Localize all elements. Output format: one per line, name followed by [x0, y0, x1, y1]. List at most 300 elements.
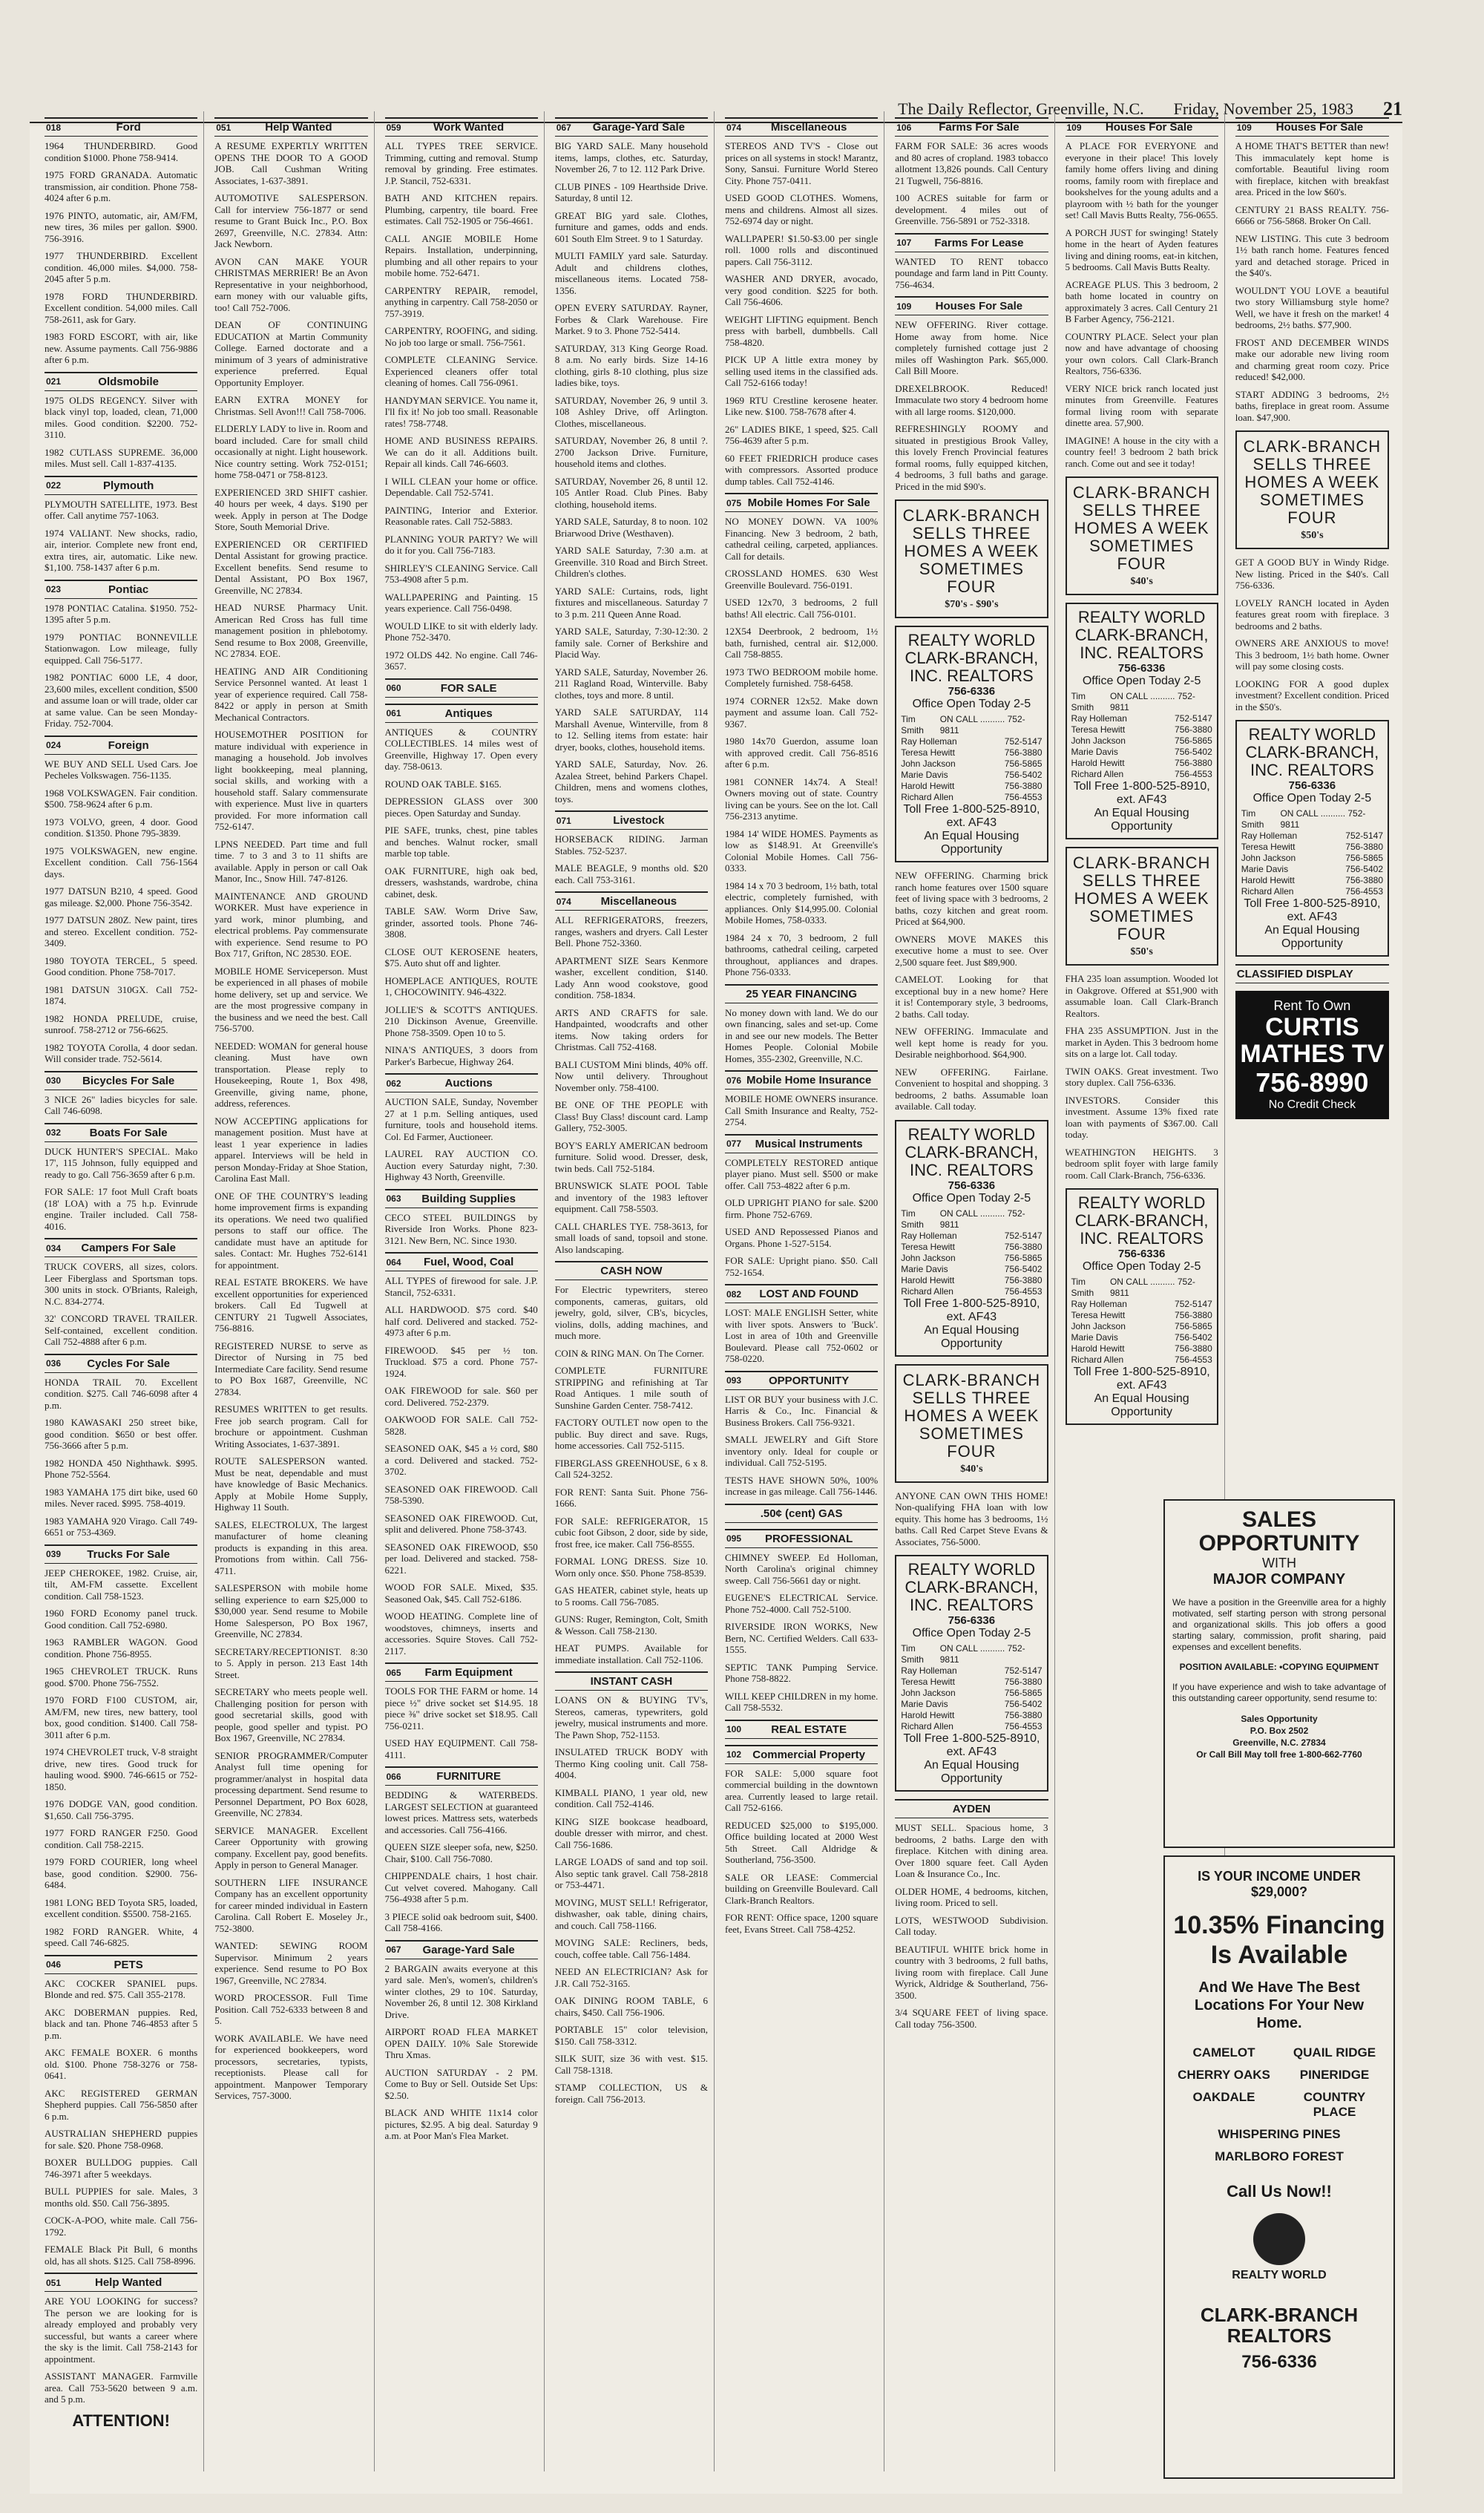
classified-ad: 60 FEET FRIEDRICH produce cases with compressors. Assorted produce dump tables. Call 752-4146. — [725, 452, 879, 487]
agent-name: Teresa Hewitt — [901, 1241, 955, 1252]
agent-name: Harold Hewitt — [1071, 1343, 1125, 1354]
classified-ad: COCK-A-POO, white male. Call 756-1792. — [45, 2215, 198, 2238]
sells-price: $50's — [1301, 530, 1324, 541]
classified-ad: OLD UPRIGHT PIANO for sale. $200 firm. Phone 752-6769. — [725, 1197, 879, 1220]
classified-ad: 1980 TOYOTA TERCEL, 5 speed. Good condition. Phone 758-7017. — [45, 954, 198, 977]
section-heading — [725, 1720, 878, 1739]
agent-phone: 752-5147 — [1345, 830, 1383, 841]
classified-ad: PLYMOUTH SATELLITE, 1973. Best offer. Call anytime 757-1063. — [45, 498, 198, 521]
agent-row — [1241, 808, 1383, 830]
classified-ad: ARTS AND CRAFTS for sale. Handpainted, woodcrafts and other items. Now taking orders for Christmas. Call 752-4168. — [554, 1006, 708, 1052]
classified-ad: 26" LADIES BIKE, 1 speed, $25. Call 756-4639 after 5 p.m. — [725, 423, 879, 446]
classified-ad: BALI CUSTOM Mini blinds, 40% off. Now until delivery. Throughout November only. 758-4100. — [554, 1058, 708, 1093]
sales-address-2: P.O. Box 2502 — [1250, 1726, 1309, 1736]
agent-name: John Jackson — [901, 1252, 956, 1263]
section-number: 030 — [46, 1075, 62, 1086]
agent-row — [1071, 735, 1212, 747]
classified-ad: 1982 TOYOTA Corolla, 4 door sedan. Will consider trade. 752-5614. — [45, 1041, 198, 1064]
sales-address-4: Or Call Bill May toll free 1-800-662-7760 — [1196, 1749, 1362, 1760]
section-title: Musical Instruments — [755, 1137, 863, 1150]
realty-world-box — [1066, 1188, 1218, 1425]
section-heading — [895, 117, 1048, 137]
section-title: Farm Equipment — [424, 1666, 513, 1679]
sales-position: POSITION AVAILABLE: •COPYING EQUIPMENT — [1179, 1662, 1379, 1672]
classified-ad: HOUSEMOTHER POSITION for mature individual with experience in managing a household. Job involves light bookkeeping, meal planning, social skills, and working with a household staff. Salary commensurate with experience. Must live in quarters provided. For more information call 752-6147. — [214, 729, 368, 832]
classified-ad: GREAT BIG yard sale. Clothes, furniture and games, odds and ends. 601 South Elm Street. 9 to 1 Saturday. — [554, 209, 708, 244]
classified-ad: TWIN OAKS. Great investment. Two story duplex. Call 756-6336. — [1065, 1065, 1218, 1088]
section-title: Help Wanted — [265, 121, 332, 134]
section-title: Bicycles For Sale — [82, 1074, 175, 1087]
agent-phone: ON CALL .......... 752-9811 — [1109, 691, 1195, 712]
agent-phone: 756-4553 — [1345, 886, 1383, 897]
classified-ad: NOW ACCEPTING applications for management position. Must have at least 1 year experience in ladies apparel. Interviews will be held in person Monday-Friday at Shoe Station, Carolina East Mall. — [214, 1115, 368, 1184]
classified-ad: REDUCED $25,000 to $195,000. Office building located at 2000 West 5th Street. Call Aldridge & Southerland, 756-3500. — [725, 1819, 879, 1865]
classified-ad: SENIOR PROGRAMMER/Computer Analyst full time opening for programmer/analyst in hospital data processing department. Send resume to Personnel Department, PO Box 6028, Greenville, NC 27834. — [214, 1749, 368, 1818]
classified-ad: SATURDAY, November 26, 8 until ?. 2700 Jackson Drive. Furniture, household items and clothes. — [554, 435, 708, 469]
agent-name: Harold Hewitt — [901, 781, 955, 791]
agent-name: Richard Allen — [901, 1285, 953, 1297]
agent-row — [1241, 875, 1383, 886]
section-heading — [214, 117, 367, 137]
classified-ad: INVESTORS. Consider this investment. Assume 13% fixed rate loan with payments of $367.00. Call today. — [1065, 1094, 1218, 1140]
classified-ad: FORMAL LONG DRESS. Size 10. Worn only once. $50. Phone 758-8539. — [554, 1556, 708, 1579]
classified-ad: 1963 RAMBLER WAGON. Good condition. Phone 756-8955. — [45, 1636, 198, 1660]
classified-ad: COMPLETELY RESTORED antique player piano. Must sell. $500 or make offer. Call 753-4822 after 6 p.m. — [725, 1156, 879, 1191]
classified-ad: WORD PROCESSOR. Full Time Position. Call 752-6333 between 8 and 5. — [214, 1992, 368, 2026]
classified-ad: WE BUY AND SELL Used Cars. Joe Pecheles Volkswagen. 756-1135. — [45, 758, 198, 781]
classified-ad: A HOME THAT'S BETTER than new! This immaculately kept home is comfortable. Beautiful living room with fireplace, kitchen with breakfast area. Priced in the low $60's. — [1235, 140, 1389, 197]
realty-world-hours: Office Open Today 2-5 — [1082, 1260, 1201, 1273]
classified-ad: TABLE SAW. Worm Drive Saw, grinder, assorted tools. Phone 746-3808. — [384, 905, 538, 940]
sells-headline: CLARK-BRANCH SELLS THREE HOMES A WEEK SOMETIMES FOUR — [902, 506, 1041, 596]
section-title: Plymouth — [102, 479, 154, 492]
realty-world-phone: 756-6336 — [948, 1614, 996, 1627]
classified-ad: AUCTION SALE, Sunday, November 27 at 1 p.m. Selling antiques, used furniture, tools and household items. Col. Ed Farmer, Auctioneer. — [384, 1096, 538, 1142]
financing-ad — [1163, 1855, 1395, 2479]
sales-body2: If you have experience and wish to take advantage of this outstanding career opportunity, send resume to: — [1172, 1682, 1386, 1703]
classified-ad: STAMP COLLECTION, US & foreign. Call 756-2013. — [554, 2082, 708, 2105]
classified-ad: DEPRESSION GLASS over 300 pieces. Open Saturday and Sunday. — [384, 796, 538, 819]
classified-ad: NEEDED: WOMAN for general house cleaning. Must have own transportation. Please reply to Housekeeping, Route 1, Box 498, Greenville, giving name, phone, address, references. — [214, 1040, 368, 1109]
classified-ad: LOOKING FOR A good duplex investment? Excellent condition. Priced in the $50's. — [1235, 678, 1389, 712]
agent-row — [901, 736, 1042, 747]
classified-ad: WEIGHT LIFTING equipment. Bench press with barbell, dumbbells. Call 758-4820. — [725, 313, 879, 348]
section-heading — [45, 117, 197, 137]
income-question: IS YOUR INCOME UNDER $29,000? — [1198, 1869, 1361, 1899]
section-title: Campers For Sale — [81, 1242, 176, 1254]
section-number: 063 — [386, 1193, 401, 1204]
clark-branch-sells-box — [1066, 847, 1218, 966]
classified-ad: HEATING AND AIR Conditioning Service Personnel wanted. At least 1 year of experience required. Call 758-8422 or apply in person at Smith Mechanical Contractors. — [214, 665, 368, 723]
location-item: MARLBORO FOREST — [1215, 2149, 1344, 2163]
section-number: 051 — [216, 122, 232, 133]
section-title: Help Wanted — [95, 2276, 162, 2289]
classified-ad: 1982 HONDA 450 Nighthawk. $995. Phone 752-5564. — [45, 1457, 198, 1480]
agent-name: Teresa Hewitt — [1071, 1310, 1126, 1320]
agent-row — [1071, 758, 1212, 769]
classified-ad: FOR SALE: Upright piano. $50. Call 752-1654. — [725, 1255, 879, 1278]
section-title: FURNITURE — [436, 1770, 501, 1783]
section-number: 065 — [386, 1667, 401, 1678]
classified-ad: NEW OFFERING. Charming brick ranch home features over 1500 square feet of living space with 3 bedrooms, 2 baths, cozy kitchen and great room. Priced at $64,900. — [895, 870, 1048, 927]
realty-world-phone: 756-6336 — [1117, 662, 1166, 675]
classified-ad: PAINTING, Interior and Exterior. Reasonable rates. Call 752-5883. — [384, 504, 538, 527]
section-title: Farms For Lease — [934, 236, 1024, 249]
classified-ad: RIVERSIDE IRON WORKS, New Bern, NC. Certified Welders. Call 633-1555. — [725, 1621, 879, 1655]
agent-row — [1071, 1299, 1212, 1310]
section-title: Foreign — [108, 738, 149, 752]
agent-phone: 752-5147 — [1175, 1299, 1212, 1309]
agent-name: John Jackson — [1071, 1321, 1126, 1331]
agent-phone: ON CALL .......... 752-9811 — [939, 714, 1025, 735]
agent-list — [901, 1208, 1042, 1297]
sales-title: SALES OPPORTUNITY — [1198, 1507, 1360, 1556]
agent-phone: 756-4553 — [1175, 769, 1212, 779]
agent-name: Ray Holleman — [901, 1230, 957, 1241]
classified-ad: SILK SUIT, size 36 with vest. $15. Call 758-1318. — [554, 2053, 708, 2076]
classified-ad: 1976 DODGE VAN, good condition. $1,650. Call 756-3795. — [45, 1798, 198, 1821]
section-title: Miscellaneous — [600, 895, 677, 908]
agent-row — [901, 1699, 1042, 1710]
realty-world-box — [895, 626, 1048, 862]
classified-ad: 1972 OLDS 442. No engine. Call 746-3657. — [384, 649, 538, 672]
classified-ad: OAK FURNITURE, high oak bed, dressers, washstands, wardrobe, china cabinet, desk. — [384, 865, 538, 900]
section-heading — [385, 1662, 538, 1682]
sales-with: WITH — [1262, 1556, 1296, 1570]
classified-ad: 1960 FORD Economy panel truck. Good condition. Call 752-6980. — [45, 1608, 198, 1631]
section-number: 064 — [386, 1256, 401, 1268]
location-item: WHISPERING PINES — [1218, 2127, 1341, 2141]
classified-ad: OPEN EVERY SATURDAY. Rayner, Forbes & Clark Warehouse. Fire Market. 9 to 3. Phone 752-5414. — [554, 302, 708, 336]
classified-ad: BEAUTIFUL WHITE brick home in country with 3 bedrooms, 2 full baths, living room with fireplace. Call June Wyrick, Aldridge & Southerland, 756-3500. — [895, 1943, 1048, 2001]
section-heading — [555, 117, 708, 137]
realty-world-box — [1235, 720, 1389, 957]
section-number: 074 — [726, 122, 742, 133]
agent-phone: 752-5147 — [1175, 713, 1212, 724]
realty-world-hours: Office Open Today 2-5 — [912, 1191, 1031, 1205]
classified-ad: WANTED: SEWING ROOM Supervisor. Minimum 2 years experience. Send resume to PO Box 1967, Greenville, NC 27834. — [214, 1940, 368, 1986]
classified-ad: EARN EXTRA MONEY for Christmas. Sell Avon!!! Call 758-7006. — [214, 394, 368, 417]
classified-ad: BOXER BULLDOG puppies. Call 746-3971 after 5 weekdays. — [45, 2157, 198, 2180]
column-6 — [895, 111, 1054, 2471]
classified-ad: SEASONED OAK FIREWOOD. Cut, split and delivered. Phone 758-3743. — [384, 1512, 538, 1535]
classified-ad: USED GOOD CLOTHES. Womens, mens and childrens. Almost all sizes. 752-6974 day or night. — [725, 192, 879, 226]
classified-ad: AUCTION SATURDAY - 2 PM. Come to Buy or Sell. Outside Set Ups: $2.50. — [384, 2066, 538, 2101]
section-title: LOST AND FOUND — [759, 1288, 858, 1300]
classified-ad: FOR SALE: REFRIGERATOR, 15 cubic foot Gibson, 2 door, side by side, frost free, ice maker. Call 756-8555. — [554, 1515, 708, 1550]
section-number: 060 — [386, 683, 401, 693]
section-heading — [725, 1529, 878, 1548]
agent-row — [1241, 842, 1383, 853]
section-title: Antiques — [444, 707, 493, 720]
agent-phone: 756-5865 — [1004, 1688, 1043, 1698]
classified-ad: USED 12x70, 3 bedrooms, 2 full baths! All electric. Call 756-0101. — [725, 597, 879, 620]
section-title: OPPORTUNITY — [768, 1374, 850, 1387]
agent-name: Tim Smith — [1241, 808, 1264, 830]
classified-ad: For Electric typewriters, stereo components, cameras, guitars, old jewelry, gold, silver, CB's, bicycles, violins, dolls, adding machines, and much more. — [554, 1284, 708, 1341]
section-title: Mobile Homes For Sale — [747, 497, 870, 509]
classified-ad: BATH AND KITCHEN repairs. Plumbing, carpentry, tile board. Free estimates. Call 752-1905 or 756-4661. — [384, 192, 538, 226]
realty-world-phone: 756-6336 — [948, 1179, 996, 1192]
classified-ad: SMALL JEWELRY and Gift Store inventory only. Ideal for couple or individual. Call 752-5195. — [725, 1434, 879, 1468]
clark-branch-sells-box — [895, 1364, 1048, 1483]
agent-phone: 756-3880 — [1004, 1241, 1043, 1252]
toll-free: Toll Free 1-800-525-8910, ext. AF43 — [1244, 897, 1381, 923]
classified-ad: ROUND OAK TABLE. $165. — [384, 778, 502, 790]
toll-free: Toll Free 1-800-525-8910, ext. AF43 — [1073, 1366, 1210, 1392]
sells-price: $50's — [1130, 946, 1153, 957]
classified-ad: 1982 PONTIAC 6000 LE, 4 door, 23,600 miles, excellent condition, $500 and assume loan or will trade, older car at same value. Can be seen Monday-Friday. 752-7004. — [45, 672, 198, 729]
classified-ad: 3 NICE 26" ladies bicycles for sale. Call 746-6098. — [45, 1093, 198, 1116]
classified-ad: MULTI FAMILY yard sale. Saturday. Adult and childrens clothes, miscellaneous items. Located 758-1356. — [554, 250, 708, 296]
agent-row — [901, 1643, 1042, 1665]
sales-address-1: Sales Opportunity — [1241, 1714, 1318, 1724]
classified-ad: CROSSLAND HOMES. 630 West Greenville Boulevard. 756-0191. — [725, 568, 879, 591]
agent-list — [901, 1643, 1042, 1732]
classified-ad: YARD SALE, Saturday, November 26. 211 Ragland Road, Winterville. Baby clothes, toys and more. 8 until. — [554, 666, 708, 701]
classified-ad: NEW OFFERING. Fairlane. Convenient to hospital and shopping. 3 bedrooms, 2 baths. Assumable loan available. Call today. — [895, 1066, 1048, 1112]
agent-name: Tim Smith — [901, 1208, 924, 1230]
agent-name: Ray Holleman — [1241, 830, 1298, 841]
financing-rate: 10.35% Financing Is Available — [1173, 1911, 1385, 1969]
classified-ad: PLANNING YOUR PARTY? We will do it for you. Call 756-7183. — [384, 533, 538, 556]
agent-list — [901, 714, 1042, 803]
agent-name: John Jackson — [1241, 853, 1296, 863]
section-title: Mobile Home Insurance — [746, 1074, 872, 1087]
classified-ad: NO MONEY DOWN. VA 100% Financing. New 3 bedroom, 2 bath, cathedral ceiling, carpeted, appliances. Call for details. — [725, 516, 879, 562]
classified-ad: COMPLETE FURNITURE STRIPPING and refinishing at Tar Road Antiques. 1 mile south of Sunshine Garden Center. 758-7412. — [554, 1365, 708, 1411]
classified-ad: YARD SALE Saturday, 7:30 a.m. at Greenville. 310 Road and Birch Street. Children's clothes. — [554, 545, 708, 579]
agent-row — [901, 1665, 1042, 1677]
classified-ad: NINA'S ANTIQUES, 3 doors from Parker's Barbecue, Highway 264. — [384, 1044, 538, 1067]
classified-ad: COIN & RING MAN. On The Corner. — [554, 1347, 704, 1359]
classified-ad: CLUB PINES - 109 Hearthside Drive. Saturday, 8 until 12. — [554, 180, 708, 203]
section-title: PROFESSIONAL — [764, 1532, 853, 1545]
agent-name: John Jackson — [901, 759, 956, 769]
agent-row — [901, 1208, 1042, 1231]
sales-address-3: Greenville, N.C. 27834 — [1232, 1737, 1326, 1748]
classified-ad: USED HAY EQUIPMENT. Call 758-4111. — [384, 1737, 538, 1760]
classified-ad: CALL CHARLES TYE. 758-3613, for small loads of sand, topsoil and stone. Also landscaping. — [554, 1220, 708, 1255]
section-heading — [385, 678, 538, 698]
classified-ad: BLACK AND WHITE 11x14 color pictures, $2.95. A big deal. Saturday 9 a.m. at Poor Man's Flea Market. — [384, 2107, 538, 2141]
classified-ad: BULL PUPPIES for sale. Males, 3 months old. $50. Call 756-3895. — [45, 2186, 198, 2209]
classified-ad: 1973 VOLVO, green, 4 door. Good condition. $1350. Phone 795-3839. — [45, 816, 198, 839]
realty-world-hours: Office Open Today 2-5 — [1082, 675, 1201, 687]
sells-headline: CLARK-BRANCH SELLS THREE HOMES A WEEK SOMETIMES FOUR — [1072, 853, 1211, 943]
section-title: Trucks For Sale — [87, 1547, 170, 1561]
classified-ad: CLOSE OUT KEROSENE heaters, $75. Auto shut off and lighter. — [384, 946, 538, 969]
classified-ad: 1982 HONDA PRELUDE, cruise, sunroof. 758-2712 or 756-6625. — [45, 1012, 198, 1035]
classified-ad: MAINTENANCE AND GROUND WORKER. Must have experience in yard work, minor plumbing, and electrical problems. Pay commensurate with experience. Send resume to PO Box 717, Grifton, NC 28530. EOE. — [214, 890, 368, 959]
classified-ad: AKC REGISTERED GERMAN Shepherd puppies. Call 756-5850 after 6 p.m. — [45, 2087, 198, 2122]
classified-ad: FIBERGLASS GREENHOUSE, 6 x 8. Call 524-3252. — [554, 1457, 708, 1480]
section-heading — [45, 1354, 197, 1373]
classified-ad: SECRETARY/RECEPTIONIST. 8:30 to 5. Apply in person. 213 East 14th Street. — [214, 1645, 368, 1680]
classified-ad: WALLPAPERING and Painting. 15 years experience. Call 756-0498. — [384, 591, 538, 614]
classified-ad: WEATHINGTON HEIGHTS. 3 bedroom split foyer with large family room. Call Clark-Branch, 756-6336. — [1065, 1146, 1218, 1181]
classified-ad: JOLLIE'S & SCOTT'S ANTIQUES. 210 Dickinson Avenue, Greenville. Phone 758-3509. Open 10 to 5. — [384, 1003, 538, 1038]
equal-housing: An Equal Housing Opportunity — [924, 1323, 1020, 1350]
clark-branch-sells-box — [895, 499, 1048, 618]
rent-to-own: Rent To Own — [1273, 998, 1351, 1013]
classified-ad: 100 ACRES suitable for farm or development. 4 miles out of Greenville. 756-5891 or 752-3318. — [895, 192, 1048, 226]
classified-ad: PIE SAFE, trunks, chest, pine tables and benches. Walnut rocker, small marble top table. — [384, 825, 538, 859]
agent-phone: 752-5147 — [1004, 736, 1043, 747]
agent-row — [901, 1688, 1042, 1699]
agent-phone: 756-5865 — [1004, 759, 1043, 769]
location-item: PINERIDGE — [1299, 2068, 1370, 2082]
classified-ad: WANTED TO RENT tobacco poundage and farm land in Pitt County. 756-4634. — [895, 255, 1048, 290]
agent-phone: 756-3880 — [1175, 1343, 1212, 1354]
agent-name: Tim Smith — [901, 1643, 924, 1665]
realty-world-box — [895, 1555, 1048, 1792]
classified-ad: 1977 FORD RANGER F250. Good condition. Call 758-2215. — [45, 1827, 198, 1850]
classified-ad: YARD SALE: Curtains, rods, light fixtures and miscellaneous. Saturday 7 to 3 p.m. 211 Queen Anne Road. — [554, 585, 708, 620]
classified-ad: ACREAGE PLUS. This 3 bedroom, 2 bath home located in country on approximately 3 acres. Call Century 21 B Farber Agency, 756-2121. — [1065, 278, 1218, 324]
agent-row — [901, 1242, 1042, 1253]
classified-ad: ANTIQUES & COUNTRY COLLECTIBLES. 14 miles west of Greenville, Highway 17. Open every day. 758-0613. — [384, 726, 538, 772]
section-heading — [725, 1745, 878, 1764]
classified-ad: OAKWOOD FOR SALE. Call 752-5828. — [384, 1414, 538, 1437]
clark-branch-phone: 756-6336 — [1241, 2352, 1317, 2372]
classified-ad: 32' CONCORD TRAVEL TRAILER. Self-contained, excellent condition. Call 752-4888 after 6 p.m. — [45, 1313, 198, 1347]
agent-name: Teresa Hewitt — [901, 1677, 955, 1687]
section-heading — [385, 1940, 538, 1959]
agent-phone: 756-5402 — [1004, 1263, 1043, 1274]
agent-name: Harold Hewitt — [901, 1274, 955, 1285]
agent-phone: 756-4553 — [1004, 1285, 1043, 1297]
classified-ad: 1976 PINTO, automatic, air, AM/FM, new tires, 36 miles per gallon. $900. 756-3916. — [45, 209, 198, 244]
section-heading — [45, 1955, 197, 1974]
section-title: Livestock — [613, 814, 665, 827]
agent-row — [901, 1253, 1042, 1264]
agent-row — [1071, 1354, 1212, 1366]
classified-ad: GAS HEATER, cabinet style, heats up to 5 rooms. Call 756-7085. — [554, 1585, 708, 1608]
agent-phone: 756-5402 — [1175, 747, 1212, 757]
classified-ad: APARTMENT SIZE Sears Kenmore washer, excellent condition, $140. Lady Ann wood cookstove, good condition. 758-1834. — [554, 954, 708, 1000]
sales-opportunity-ad — [1163, 1499, 1395, 1848]
classified-ad: BEDDING & WATERBEDS. LARGEST SELECTION at guaranteed lowest prices. Mattress sets, waterbeds and accessories. Call 756-4166. — [384, 1789, 538, 1835]
section-heading — [895, 296, 1048, 315]
classified-ad: SALE OR LEASE: Commercial building on Greenville Boulevard. Call Clark-Branch Realtors. — [725, 1871, 879, 1906]
section-title: Commercial Property — [752, 1748, 865, 1761]
section-heading — [385, 1766, 538, 1786]
classified-ad: MUST SELL. Spacious home, 3 bedrooms, 2 baths. Large den with fireplace. Kitchen with dining area. Over 1800 square feet. Call Ayden Loan & Insurance Co., Inc. — [895, 1822, 1048, 1879]
classified-ad: WOOD HEATING. Complete line of woodstoves, chimneys, inserts and accessories. Squire Stoves. Call 752-2117. — [384, 1611, 538, 1657]
curtis-mathes-ad — [1235, 991, 1389, 1119]
realty-world-name: REALTY WORLD CLARK-BRANCH, INC. REALTORS — [1074, 608, 1209, 662]
classified-ad: 1977 DATSUN B210, 4 speed. Good gas mileage. $2,000. Phone 756-3542. — [45, 885, 198, 908]
classified-ad: FEMALE Black Pit Bull, 6 months old, has all shots. $125. Call 758-8996. — [45, 2244, 198, 2267]
location-list — [1172, 2045, 1386, 2164]
classified-ad: CARPENTRY REPAIR, remodel, anything in carpentry. Call 758-2050 or 757-3919. — [384, 284, 538, 319]
section-title: FOR SALE — [440, 681, 497, 695]
agent-name: Ray Holleman — [901, 1665, 957, 1676]
section-title: PETS — [114, 1958, 143, 1971]
classified-ad: ALL REFRIGERATORS, freezers, ranges, washers and dryers. Call Lester Bell. Phone 752-3360. — [554, 914, 708, 948]
sells-price: $40's — [960, 1463, 983, 1475]
classified-ad: BE ONE OF THE PEOPLE with Class! Buy Class! discount card. Lamp Gallery, 752-3005. — [554, 1099, 708, 1133]
agent-phone: 756-3880 — [1175, 724, 1212, 735]
agent-row — [901, 747, 1042, 759]
classified-ad: ASSISTANT MANAGER. Farmville area. Call 753-5620 between 9 a.m. and 5 p.m. — [45, 2371, 198, 2405]
agent-row — [1071, 713, 1212, 724]
section-title: Pontiac — [108, 583, 149, 596]
section-heading — [45, 1238, 197, 1257]
agent-row — [901, 781, 1042, 792]
classified-ad: REGISTERED NURSE to serve as Director of Nursing in 75 bed Intermediate Care facility. Send resume to PO Box 1687, Greenville, NC 27834. — [214, 1340, 368, 1398]
agent-name: Richard Allen — [1241, 886, 1294, 897]
section-number: 102 — [726, 1749, 742, 1760]
classified-ad: 1977 THUNDERBIRD. Excellent condition. 46,000 miles. $4,000. 758-2045 after 5 p.m. — [45, 250, 198, 284]
section-title: Work Wanted — [433, 121, 505, 134]
agent-phone: 756-5402 — [1345, 864, 1383, 874]
realty-world-phone: 756-6336 — [1288, 779, 1336, 792]
classified-ad: GUNS: Ruger, Remington, Colt, Smith & Wesson. Call 758-2130. — [554, 1613, 708, 1636]
classified-ad: ANYONE CAN OWN THIS HOME! Non-qualifying FHA loan with low equity. This home has 3 bedrooms, 1½ baths. Call Red Carpet Steve Evans & Associates, 756-5000. — [895, 1490, 1048, 1547]
section-number: 071 — [556, 815, 571, 826]
section-number: 100 — [726, 1724, 742, 1734]
classified-ad: HOMEPLACE ANTIQUES, ROUTE 1, CHOCOWINITY. 946-4322. — [384, 974, 538, 997]
section-number: 077 — [726, 1138, 742, 1149]
classified-ad: BIG YARD SALE. Many household items, lamps, clothes, etc. Saturday, November 26, 7 to 12. 112 Park Drive. — [554, 140, 708, 174]
classified-ad: 1973 TWO BEDROOM mobile home. Completely furnished. 758-6458. — [725, 666, 879, 689]
section-heading — [725, 117, 878, 137]
classified-ad: OLDER HOME, 4 bedrooms, kitchen, living room. Priced to sell. — [895, 1885, 1048, 1908]
column-3 — [385, 111, 545, 2471]
agent-phone: 756-5865 — [1345, 853, 1383, 863]
section-number: 082 — [726, 1288, 742, 1300]
section-heading — [1235, 117, 1389, 137]
classified-ad: GET A GOOD BUY in Windy Ridge. New listing. Priced in the $40's. Call 756-6336. — [1235, 557, 1389, 591]
agent-phone: 756-3880 — [1345, 842, 1383, 852]
section-heading — [385, 1252, 538, 1271]
classified-ad: MALE BEAGLE, 9 months old. $20 each. Call 753-3161. — [554, 862, 708, 885]
classified-ad: MOVING, MUST SELL! Refrigerator, dishwasher, oak table, dining chairs, and couch. Call 758-1166. — [554, 1896, 708, 1931]
classified-ad: REAL ESTATE BROKERS. We have excellent opportunities for experienced brokers. Call Ed Tugwell at CENTURY 21 Tugwell Associates, 756-8816. — [214, 1277, 368, 1334]
classified-ad: 2 BARGAIN awaits everyone at this yard sale. Men's, women's, children's winter clothes, 29 to 10¢. Saturday, November 26, 8 until 12. 308 Kirkland Drive. — [384, 1962, 538, 2020]
realty-world-name: REALTY WORLD CLARK-BRANCH, INC. REALTORS — [904, 1124, 1039, 1179]
location-item: OAKDALE — [1192, 2090, 1255, 2104]
classified-ad: 1981 LONG BED Toyota SR5, loaded, excellent condition. $5500. 758-2165. — [45, 1896, 198, 1919]
classified-ad: 1978 FORD THUNDERBIRD. Excellent condition. 54,000 miles. Call 758-2611, ask for Gary. — [45, 290, 198, 325]
realty-world-label: REALTY WORLD — [1232, 2269, 1327, 2281]
section-number: 022 — [46, 480, 62, 491]
agent-phone: 756-3880 — [1175, 758, 1212, 768]
section-title: Fuel, Wood, Coal — [423, 1256, 514, 1268]
clark-branch-brand: CLARK-BRANCH REALTORS — [1200, 2304, 1359, 2347]
classified-ad: SATURDAY, 313 King George Road. 8 a.m. No early birds. Size 14-16 clothing, girls 8-10 clothing, plus size ladies bike, toys. — [554, 342, 708, 388]
classified-ad: REFRESHINGLY ROOMY and situated in prestigious Brook Valley, this lovely French Provincial features formal rooms, fully equipped kitchen, 4 bedrooms, 3 full baths and garage. Priced in the mid $90's. — [895, 423, 1048, 492]
classified-ad: COUNTRY PLACE. Select your plan now and have advantage of choosing your own colors. Call Clark-Branch Realtors, 756-6336. — [1065, 330, 1218, 376]
classified-ad: ARE YOU LOOKING for success? The person we are looking for is already employed and probably very successful, but wants a career where the sky is the limit. Call 758-2143 for appointment. — [45, 2296, 198, 2365]
section-number: 061 — [386, 708, 401, 718]
classified-ad: 1979 FORD COURIER, long wheel base, good condition. $2900. 756-6484. — [45, 1856, 198, 1890]
section-heading — [45, 476, 197, 495]
classified-ad: NEW OFFERING. Immaculate and well kept home is ready for you. Desirable neighborhood. $64,900. — [895, 1026, 1048, 1060]
classified-ad: 1964 THUNDERBIRD. Good condition $1000. Phone 758-9414. — [45, 140, 198, 163]
equal-housing: An Equal Housing Opportunity — [1094, 1392, 1189, 1418]
classified-ad: EXPERIENCED OR CERTIFIED Dental Assistant for growing practice. Excellent benefits. Send resume to Dental Assistant, PO Box 1967, Greenville, NC 27834. — [214, 538, 368, 596]
classified-ad: SALESPERSON with mobile home selling experience to earn $25,000 to $30,000 year. Send resume to Mobile Home Salesperson, PO Box 1967, Greenville, NC 27834. — [214, 1582, 368, 1639]
section-title: Houses For Sale — [1275, 121, 1364, 134]
classified-ad: AUSTRALIAN SHEPHERD puppies for sale. $20. Phone 758-0968. — [45, 2128, 198, 2151]
classified-ad: SEPTIC TANK Pumping Service. Phone 758-8822. — [725, 1661, 879, 1684]
classified-ad: FARM FOR SALE: 36 acres woods and 80 acres of cropland. 1983 tobacco allotment 13,826 pounds. Call Century 21 Tugwell, 756-8816. — [895, 140, 1048, 186]
section-title: Garage-Yard Sale — [592, 121, 685, 134]
classified-ad: AIRPORT ROAD FLEA MARKET OPEN DAILY. 10% Sale Storewide Thru Xmas. — [384, 2026, 538, 2060]
